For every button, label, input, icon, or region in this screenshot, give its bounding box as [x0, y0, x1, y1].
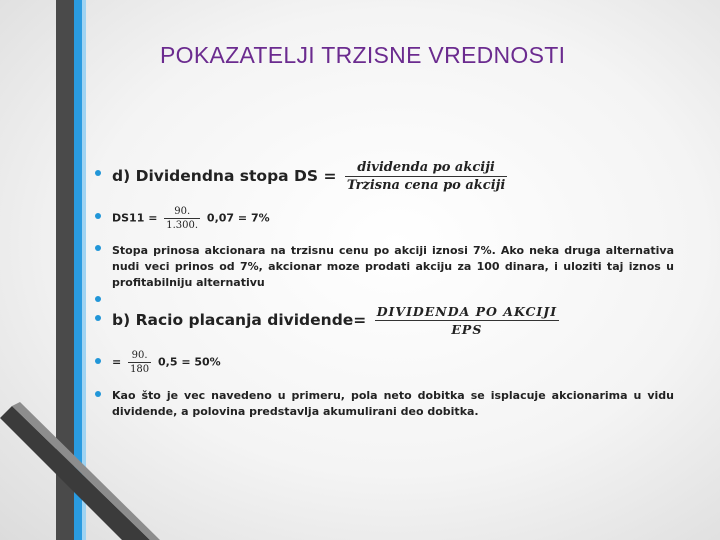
rp-explanation-text: Kao što je vec navedeno u primeru, pola neto dobitka se isplacuje akcionarima u vidu dividende, a polovina predstavlja akumulirani deo dobitka. [112, 389, 674, 418]
rp-value-label: = [112, 355, 122, 369]
payout-ratio-heading [112, 304, 562, 337]
payout-ratio-label: b) Racio placanja dividende= [112, 311, 367, 329]
fraction-numerator: DIVIDENDA PO AKCIJI [376, 304, 558, 319]
bullet-dot [95, 391, 105, 401]
rp-value-result: 0,5 = 50% [158, 355, 221, 369]
fraction-denominator: EPS [451, 322, 483, 337]
dividend-yield-label: d) Dividendna stopa DS = [112, 167, 337, 185]
rp-value-line [112, 350, 221, 375]
ds-value-result: 0,07 = 7% [206, 211, 270, 225]
fraction-numerator: dividenda po akciji [345, 160, 507, 177]
fraction-denominator: 1.300. [166, 220, 199, 231]
fraction-denominator: Trzisna cena po akciji [346, 178, 506, 193]
dividend-yield-fraction [345, 160, 507, 193]
bullet-dot [95, 358, 105, 368]
bullet-dot [95, 213, 105, 223]
rp-value-fraction [128, 350, 151, 375]
bullet-dot [95, 315, 105, 325]
slide-title: POKAZATELJI TRZISNE VREDNOSTI [160, 42, 566, 68]
light-bar [82, 0, 86, 540]
fraction-numerator: 90. [164, 206, 200, 219]
ds-value-line [112, 206, 270, 231]
fraction-denominator: 180 [130, 364, 150, 375]
bullet-dot [95, 245, 105, 255]
ds-value-fraction [164, 206, 200, 231]
ds-explanation-text: Stopa prinosa akcionara na trzisnu cenu po akciji iznosi 7%. Ako neka druga alternativa nudi veci prinos od 7%, akcionar moze prodati akciju za 100 dinara, i uloziti taj iznos u profitabilniju alternativu [112, 244, 674, 289]
payout-ratio-fraction [375, 304, 559, 337]
bullet-dot [95, 296, 105, 306]
dividend-yield-heading [112, 160, 510, 193]
fraction-numerator: 90. [128, 350, 151, 363]
ds-value-label: DS11 = [112, 211, 158, 225]
bullet-dot [95, 170, 105, 180]
